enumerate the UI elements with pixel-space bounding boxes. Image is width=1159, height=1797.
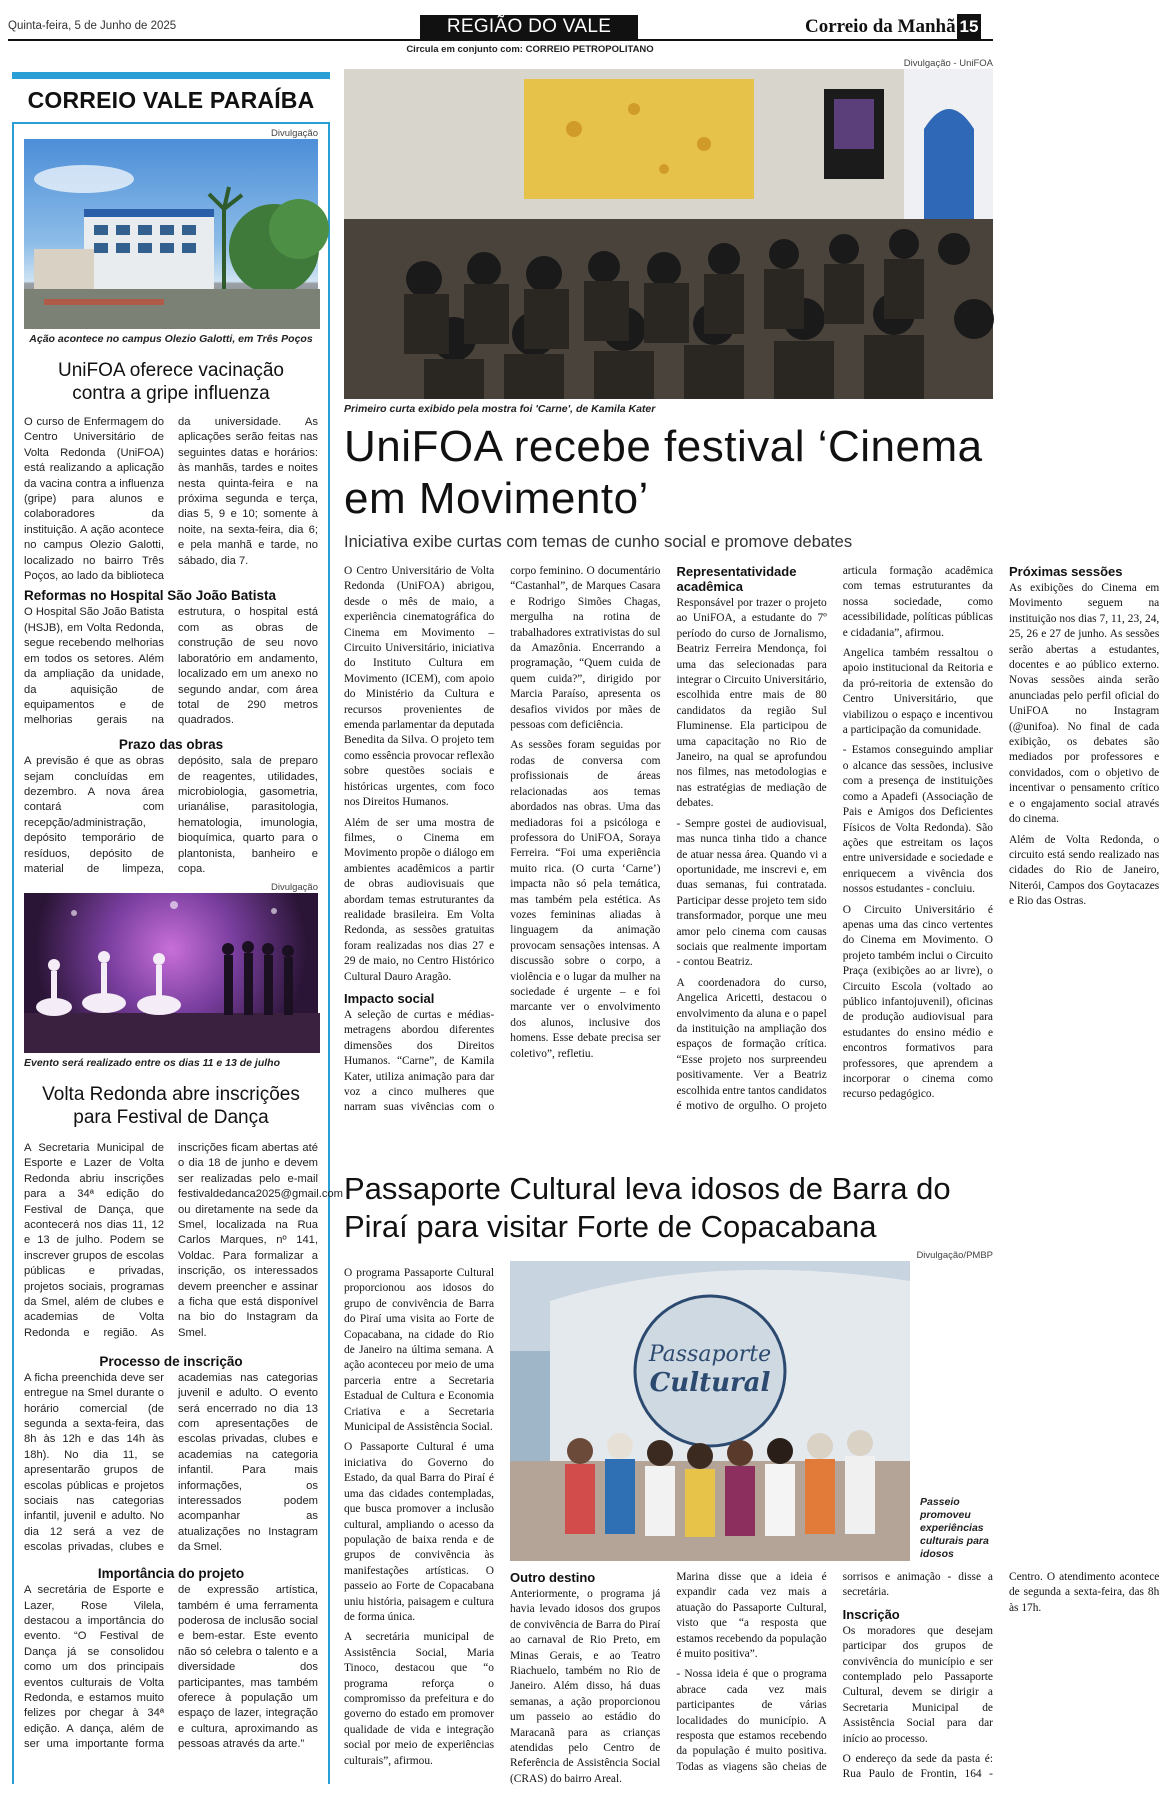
page-number: 15: [957, 14, 981, 40]
sidebar-title: CORREIO VALE PARAÍBA: [12, 79, 330, 124]
story-body: [24, 415, 318, 584]
cinema-illustration: [344, 69, 993, 399]
campus-photo: [24, 139, 318, 329]
header-rule: [8, 39, 993, 41]
photo-caption: Ação acontece no campus Olezio Galotti, em Três Poços: [29, 333, 313, 345]
subheading: Processo de inscrição: [99, 1353, 243, 1369]
paragraph: Além de ser uma mostra de filmes, o Cinema em Movimento propõe o diálogo em ambientes acadêmicos a partir de obras audiovisuais que abordam temas estruturantes da realidade brasileira. Em Volta Redonda, as sessões gratuitas foram realizadas nos dias 27 e 29 de maio, no Centro Histórico Cultural Dauro Aragão.: [344, 816, 495, 983]
paragraph: O Circuito Universitário é apenas uma das cinco vertentes do Cinema em Movimento. O projeto também inclui o Circuito Praça (exibições ao ar livre), o Circuito Escola (voltado ao público infantojuvenil), oficinas de produção audiovisual para estudantes do ensino médio e encontros formativos para professores, que aprendem a incorporar o cinema como recurso pedagógico.: [842, 903, 993, 1101]
header-date: Quinta-feira, 5 de Junho de 2025: [8, 20, 177, 32]
paragraph: Os moradores que desejam participar dos grupos de convivência do município e ser contemplado pelo Passaporte Cultural, devem se dirigir a Secretaria Municipal de Assistência Social para dar início ao processo.: [842, 1624, 993, 1745]
group-illustration: [510, 1261, 910, 1561]
story-body: [24, 754, 318, 880]
paragraph: A previsão é que as obras sejam concluídas em dezembro. A nova área contará com recepção/administração, depósito temporário de resíduos, depósito de material de limpeza, depósito, sala de preparo de reagentes, utilidades, microbiologia, gasometria, urianálise, parasitologia, hematologia, imunologia, bioquímica, quarto para o plantonista, banheiro e copa.: [24, 755, 318, 876]
paragraph: - Sempre gostei de audiovisual, mas nunca tinha tido a chance de atuar nessa área. Quando vi a oportunidade, me inscrevi e, em duas semanas, fui contratada. Participar desse projeto tem sido transformador, porque une meu amor pelo cinema com causas sociais que realmente importam - contou Beatriz.: [676, 817, 827, 969]
header-bar: [0, 0, 1003, 55]
paragraph: A ficha preenchida deve ser entregue na Smel durante o horário comercial (de segunda a sexta-feira, das 8h às 12h e das 14h às 18h). No dia 11, se apresentarão grupos de escolas públicas e projetos sociais nas categorias infantil, juvenil e adulto. No dia 12 será a vez de escolas privadas, clubes e academias nas categorias juvenil e adulto. O evento será encerrado no dia 13 com apresentações de escolas privadas, clubes e academias na categoria infantil. Para mais informações, os interessados podem acompanhar as atualizações no Instagram da Smel.: [24, 1371, 318, 1554]
story-body: [24, 1371, 318, 1558]
subheading: Outro destino: [510, 1570, 596, 1585]
main-story: [344, 58, 1159, 1120]
paragraph: O endereço da sede da pasta é: Rua Paulo de Frontin, 164 - Centro. O atendimento acontece de segunda a sexta-feira, das 8h às 17h.: [842, 1571, 1159, 1781]
sidebar: [12, 72, 343, 1792]
paragraph: A seleção de curtas e médias-metragens abordou diferentes dimensões dos Direitos Humanos. “Carne”, de Kamila Kater, utiliza animação para dar voz a cinco mulheres que narram suas vivências com o corpo feminino. O documentário “Castanhal”, de Marques Casara e Rodrigo Simões Chagas, mergulha na rotina de trabalhadores extrativistas do sul da Amazônia. Encerrando a programação, “Quem cuida de quem cuida?”, dirigido por Marcia Paraíso, apresenta os desafios vividos por mães de pessoas com deficiência.: [344, 565, 661, 1114]
paragraph: Marina disse que a ideia é expandir cada vez mais a atuação do Passaporte Cultural, visto que “a resposta que estamos recebendo da população é muito positiva”.: [676, 1571, 827, 1661]
header-subline: Circula em conjunto com: CORREIO PETROPOLITANO: [406, 44, 654, 55]
dance-photo: [24, 893, 318, 1053]
paragraph: Responsável por trazer o projeto ao UniFOA, a estudante do 7º período do curso de Jornalismo, Beatriz Ferreira Mendonça, foi uma das selecionadas para integrar o Circuito Universitário, escolhida entre mais de 80 candidatos da região Sul Fluminense. Ela participou de uma capacitação no Rio de Janeiro, na qual se aprofundou nos filmes, nas metodologias e nas estratégias de mediação de debates.: [676, 597, 827, 810]
story-headline: UniFOA oferece vacinação contra a gripe influenza: [57, 360, 284, 404]
paragraph: O programa Passaporte Cultural proporcionou aos idosos do grupo de convivência de Barra do Piraí uma visita ao Forte de Copacabana, na cidade do Rio de Janeiro na última semana. A ação aconteceu por meio de uma parceria entre a Secretaria Estadual de Cultura e Economia Criativa e a Secretaria Municipal de Assistência Social.: [344, 1267, 494, 1434]
paragraph: Além de Volta Redonda, o circuito está sendo realizado nas cidades do Rio de Janeiro, Niterói, Campos dos Goytacazes e Rio das Ostras.: [1009, 833, 1159, 908]
lower-body: [510, 1570, 1159, 1792]
photo-credit: Divulgação - UniFOA: [903, 58, 993, 69]
section-title: REGIÃO DO VALE: [420, 15, 638, 39]
cinema-photo: [344, 69, 993, 399]
photo-credit: Divulgação: [271, 881, 318, 893]
paragraph: A secretária municipal de Assistência Social, Maria Tinoco, destacou que “o programa reforça o compromisso da prefeitura e do governo do estado em promover qualidade de vida e integração social por meio de experiências culturais”, afirmou.: [344, 1631, 494, 1767]
paragraph: Anteriormente, o programa já havia levado idosos dos grupos de convivência de Barra do Piraí ao carnaval de Rio Preto, em Minas Gerais, e ao Teatro Riachuelo, também no Rio de Janeiro. Além disso, há duas semanas, a ação proporcionou um passeio ao estádio do Maracanã para as crianças atendidas pelo Centro de Referência de Assistência Social (CRAS) do bairro Areal.: [510, 1588, 661, 1785]
dance-illustration: [24, 893, 320, 1053]
photo-credit: Divulgação/PMBP: [916, 1250, 993, 1261]
lower-headline: Passaporte Cultural leva idosos de Barra do Piraí para visitar Forte de Copacabana: [344, 1171, 951, 1244]
bus-lettering-1: Passaporte: [648, 1342, 772, 1367]
bus-lettering-2: Cultural: [649, 1368, 771, 1398]
paragraph: A secretária de Esporte e Lazer, Rose Vilela, destacou a importância do evento. “O Festival de Dança já se consolidou como um dos principais eventos culturais de Volta Redonda, e estamos muito felizes por chegar à 34ª edição. A dança, além de ser uma importante forma de expressão artística, também é uma ferramenta poderosa de inclusão social e bem-estar. Este evento não só celebra o talento e a diversidade dos participantes, mas também oferece à população um espaço de lazer, integração e cultura, aproximando as pessoas através da arte.”: [24, 1584, 318, 1751]
paragraph: O Centro Universitário de Volta Redonda (UniFOA) abrigou, desde o mês de maio, a experiência cinematográfica do Cinema em Movimento – Circuito Universitário, iniciativa do Instituto Cultura em Movimento (ICEM), com apoio do Ministério da Cultura e recursos provenientes de emenda parlamentar da deputada Benedita da Silva. O projeto tem como essência provocar reflexão sobre questões sociais e históricas urgentes, com foco nos Direitos Humanos.: [344, 565, 495, 809]
story-body: [24, 1583, 318, 1755]
subheading: Importância do projeto: [97, 1566, 245, 1582]
paragraph: A coordenadora do curso, Angelica Aricetti, destacou o envolvimento da aluna e o papel da instituição na ampliação dos espaços de formação crítica. “Esse projeto nos surpreendeu positivamente. Ver a Beatriz escolhida entre tantos candidatos é motivo de orgulho. O projeto articula formação acadêmica com temas estruturantes da nossa sociedade, como acessibilidade, políticas públicas e cidadania”, afirmou.: [676, 565, 993, 1112]
masthead: Correio da Manhã: [805, 16, 956, 37]
photo-caption: Primeiro curta exibido pela mostra foi 'Carne', de Kamila Kater: [344, 403, 656, 415]
photo-caption: Passeio promoveu experiências culturais para idosos: [920, 1496, 989, 1560]
subheading: Representatividade acadêmica: [676, 564, 797, 594]
story-body: [24, 1141, 343, 1344]
paragraph: As exibições do Cinema em Movimento seguem na instituição nos dias 7, 11, 23, 24, 25, 26 e 27 de junho. As sessões serão abertas a estudantes, docentes e ao público externo. Novas sessões ainda serão anunciadas pelo perfil oficial do UniFOA no Instagram (@unifoa). No final de cada exibição, os debates são mediados por professores e convidados, com o objetivo de incentivar o pensamento crítico e o engajamento social através do cinema.: [1009, 582, 1159, 826]
paragraph: Angelica também ressaltou o apoio institucional da Reitoria e da pró-reitoria de extensão do Centro Universitário, que viabilizou o espaço e incentivou a participação da comunidade.: [842, 647, 993, 737]
sidebar-inner: [12, 124, 343, 1784]
paragraph: As sessões foram seguidas por rodas de conversa com profissionais de áreas relacionadas aos temas abordados nas obras. Uma das mediadoras foi a psicóloga e professora do UniFOA, Soraya Ferreira. “Foi uma experiência muito rica. (O curta ‘Carne’) impacta não só pela temática, mas também pela estética. As vozes femininas aliadas à linguagem da animação provocam sensações intensas. A discussão sobre o corpo, a violência e o lugar da mulher na sociedade é urgente – e foi marcante ver o envolvimento dos alunos, inclusive dos homens. Esse debate precisa ser coletivo”, refletiu.: [510, 739, 661, 1060]
main-headline: UniFOA recebe festival ‘Cinema em Movimento’: [344, 422, 983, 523]
lower-left-column: [344, 1266, 494, 1774]
lower-photo-block: [510, 1250, 993, 1561]
story-headline: Volta Redonda abre inscrições para Festival de Dança: [42, 1083, 300, 1128]
paragraph: O curso de Enfermagem do Centro Universitário de Volta Redonda (UniFOA) está realizando a aplicação da vacina contra a influenza (gripe) para alunos e colaboradores da instituição. A ação acontece no campus Olezio Galotti, localizado no bairro Três Poços, ao lado da biblioteca da universidade. As aplicações serão feitas nas seguintes datas e horários: às manhãs, tardes e noites nesta quinta-feira e na próxima segunda e terça, dias 5, 9 e 10; somente à noite, na sexta-feira, dia 6; e pela manhã e tarde, no sábado, dia 7.: [24, 416, 318, 583]
story-body: [24, 605, 318, 731]
lower-story: [344, 1170, 993, 1258]
sidebar-accent-bar: [12, 72, 330, 79]
photo-credit: Divulgação: [271, 128, 318, 139]
subheading: Reformas no Hospital São João Batista: [24, 588, 277, 604]
subheading: Inscrição: [842, 1606, 900, 1622]
paragraph: O Passaporte Cultural é uma iniciativa do Governo do Estado, da qual Barra do Piraí é uma das cidades contempladas, que busca promover a inclusão cultural, ampliando o acesso da população de baixa renda e de grupos de convivência às manifestações artísticas. O passeio ao Forte de Copacabana uniu história, paisagem e cultura de forma única.: [344, 1441, 494, 1623]
subheading: Prazo das obras: [118, 737, 224, 753]
campus-illustration: [24, 139, 320, 329]
paragraph: O Hospital São João Batista (HSJB), em Volta Redonda, segue recebendo melhorias em todos os setores. Além da ampliação da unidade, da aquisição de equipamentos e de melhorias gerais na estrutura, o hospital está com as obras de construção de seu novo laboratório em andamento, localizado em um anexo no segundo andar, com área total de 290 metros quadrados.: [24, 606, 318, 727]
group-photo: [510, 1261, 910, 1561]
subheading: Próximas sessões: [1009, 564, 1123, 579]
paragraph: A Secretaria Municipal de Esporte e Lazer de Volta Redonda abriu inscrições para a 34ª edição do Festival de Dança, que acontecerá nos dias 11, 12 e 13 de julho. Podem se inscrever grupos de escolas públicas e privadas, projetos sociais, programas da Smel, além de clubes e academias de Volta Redonda e região. As inscrições ficam abertas até o dia 18 de junho e devem ser realizadas pelo e-mail festivaldedanca2025@gmail.com ou diretamente na sede da Smel, localizada na Rua Carlos Marques, nº 141, Voldac. Para formalizar a inscrição, os interessados devem preencher e assinar a ficha que está disponível na bio do Instagram da Smel.: [24, 1141, 343, 1339]
paragraph: - Nossa ideia é que o programa abrace cada vez mais participantes de várias localidades do município. A resposta que estamos recebendo da população é muito positiva. Todas as viagens são cheias de sorrisos e animação - disse a secretária.: [676, 1571, 993, 1773]
subheading: Impacto social: [344, 990, 435, 1006]
paragraph: - Estamos conseguindo ampliar o alcance das sessões, inclusive com a presença de instituições como a Apadefi (Associação de Pais e Amigos dos Deficientes Físicos de Volta Redonda). São ações que estreitam os laços entre universidade e sociedade e enriquecem a vivência dos nossos estudantes - concluiu.: [842, 744, 993, 896]
main-body: [344, 564, 1159, 1120]
main-deck: Iniciativa exibe curtas com temas de cunho social e promove debates: [344, 533, 853, 551]
photo-caption: Evento será realizado entre os dias 11 e 13 de julho: [24, 1056, 280, 1069]
